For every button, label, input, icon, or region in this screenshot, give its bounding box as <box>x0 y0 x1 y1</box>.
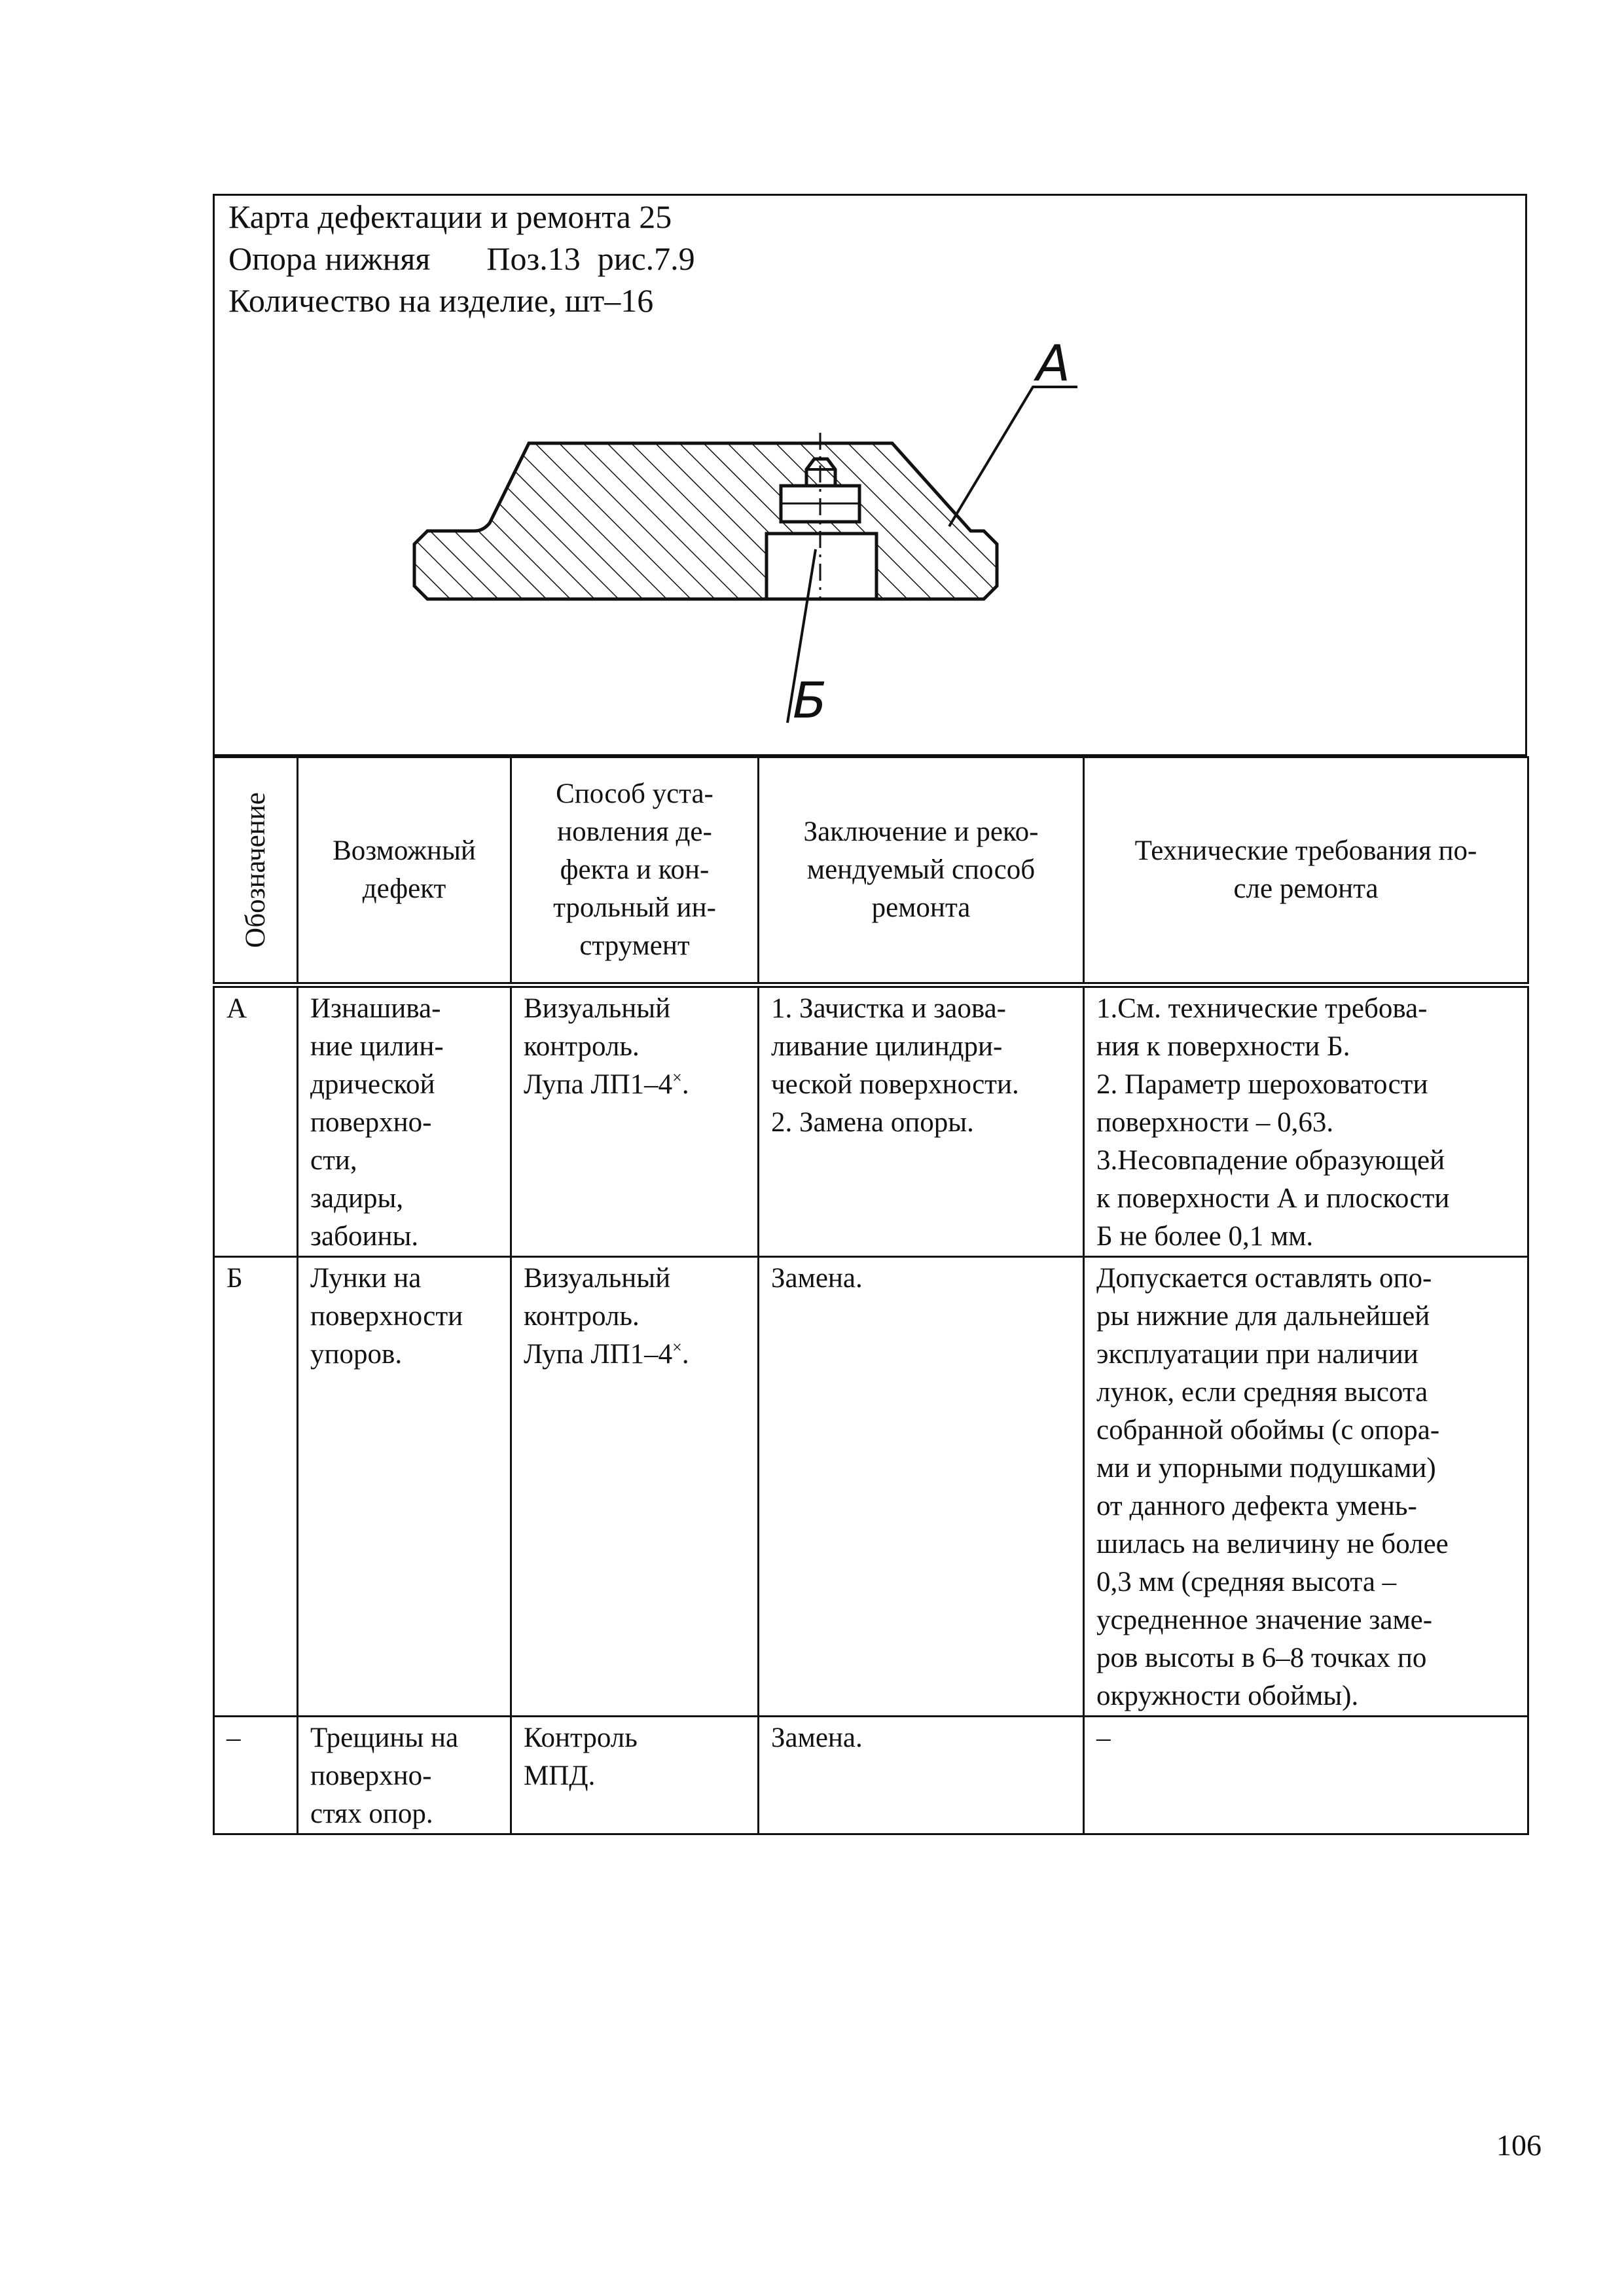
cell-line: 3.Несовпадение образующей <box>1096 1145 1445 1176</box>
label-b: Б <box>793 671 827 729</box>
magnifier-tail: . <box>681 1069 689 1100</box>
cell-line: Замена. <box>771 1722 863 1753</box>
cell-line: поверхно- <box>310 1107 432 1138</box>
header-defect <box>298 757 511 985</box>
figure-ref: рис.7.9 <box>597 240 695 277</box>
cell-requirements <box>1084 1717 1528 1834</box>
part-section-drawing <box>215 196 1529 758</box>
header-requirements <box>1084 757 1528 985</box>
cell-line: МПД. <box>524 1760 596 1791</box>
magnifier-sup: × <box>672 1338 682 1357</box>
table-row <box>214 1257 1528 1717</box>
header-designation <box>214 757 298 985</box>
magnifier-text: Лупа ЛП1–4 <box>524 1069 673 1100</box>
header-method-line: новления де- <box>557 816 712 847</box>
cell-line: поверхности – 0,63. <box>1096 1107 1334 1138</box>
cell-line: дрической <box>310 1069 435 1100</box>
cell-method <box>511 1257 759 1717</box>
cell-line: поверхно- <box>310 1760 432 1791</box>
cell-line: ческой поверхности. <box>771 1069 1019 1100</box>
header-method-line: Способ уста- <box>556 778 713 809</box>
table-row <box>214 985 1528 1257</box>
magnifier-text: Лупа ЛП1–4 <box>524 1339 673 1370</box>
cell-conclusion <box>759 1257 1084 1717</box>
cell-method <box>511 985 759 1257</box>
defects-table <box>213 756 1529 1835</box>
cell-line: задиры, <box>310 1183 404 1214</box>
cell-requirements <box>1084 1257 1528 1717</box>
cell-line: шилась на величину не более <box>1096 1529 1449 1559</box>
card-header <box>213 194 1527 756</box>
cell-defect <box>298 985 511 1257</box>
cell-conclusion <box>759 1717 1084 1834</box>
part-body-section <box>414 443 997 599</box>
cell-method <box>511 1717 759 1834</box>
cell-line: 1.См. технические требова- <box>1096 993 1428 1024</box>
magnifier-sup: × <box>672 1068 682 1087</box>
cell-requirements <box>1084 985 1528 1257</box>
cell-line: упоров. <box>310 1339 403 1370</box>
table-header-row <box>214 757 1528 985</box>
cell-line: ров высоты в 6–8 точках по <box>1096 1643 1427 1673</box>
part-position: Поз.13 <box>486 240 581 277</box>
cell-line <box>524 1066 746 1104</box>
cell-line: 2. Параметр шероховатости <box>1096 1069 1428 1100</box>
cell-line: ние цилин- <box>310 1031 444 1062</box>
cell-line: 1. Зачистка и заова- <box>771 993 1006 1024</box>
cell-line: 2. Замена опоры. <box>771 1107 974 1138</box>
magnifier-tail: . <box>681 1339 689 1370</box>
cell-line: эксплуатации при наличии <box>1096 1339 1418 1370</box>
header-conclusion <box>759 757 1084 985</box>
cell-line: Визуальный <box>524 993 671 1024</box>
header-designation-text: Обозначение <box>240 792 271 948</box>
cell-line: Допускается оставлять опо- <box>1096 1263 1432 1294</box>
cell-line: сти, <box>310 1145 357 1176</box>
header-conclusion-line: мендуемый способ <box>806 854 1036 885</box>
card-title: Карта дефектации и ремонта 25 <box>228 198 672 235</box>
cell-line: от данного дефекта умень- <box>1096 1491 1417 1522</box>
header-requirements-line: Технические требования по- <box>1134 835 1477 866</box>
card-quantity: Количество на изделие, шт–16 <box>228 282 654 319</box>
header-method-line: струмент <box>579 930 690 961</box>
cell-line: Трещины на <box>310 1722 459 1753</box>
cell-line: лунок, если средняя высота <box>1096 1377 1428 1408</box>
cell-line: Контроль <box>524 1722 638 1753</box>
cell-line: контроль. <box>524 1031 640 1062</box>
cell-line: контроль. <box>524 1301 640 1332</box>
page-number: 106 <box>1496 2128 1542 2162</box>
cell-line: ливание цилиндри- <box>771 1031 1003 1062</box>
cell-line: ры нижние для дальнейшей <box>1096 1301 1430 1332</box>
cell-line: собранной обоймы (с опора- <box>1096 1415 1440 1446</box>
cell-designation: – <box>214 1717 298 1834</box>
cell-line: забоины. <box>310 1221 419 1252</box>
cell-line: поверхности <box>310 1301 463 1332</box>
cell-line: стях опор. <box>310 1798 433 1829</box>
cell-designation: Б <box>214 1257 298 1717</box>
header-method-line: трольный ин- <box>553 892 716 923</box>
table-row <box>214 1717 1528 1834</box>
cell-designation: А <box>214 985 298 1257</box>
cell-line: усредненное значение заме- <box>1096 1605 1433 1635</box>
cell-line: 0,3 мм (средняя высота – <box>1096 1567 1397 1597</box>
header-method <box>511 757 759 985</box>
header-defect-line: Возможный <box>333 835 476 866</box>
cell-line: Изнашива- <box>310 993 441 1024</box>
cell-line: – <box>1096 1722 1111 1753</box>
cell-defect <box>298 1257 511 1717</box>
cell-line <box>524 1336 746 1374</box>
label-a: А <box>1036 334 1070 392</box>
header-requirements-line: сле ремонта <box>1233 873 1379 904</box>
cell-line: ми и упорными подушками) <box>1096 1453 1436 1484</box>
cell-line: окружности обоймы). <box>1096 1681 1359 1711</box>
leader-a <box>949 387 1077 526</box>
cell-line: Лунки на <box>310 1263 422 1294</box>
cell-line: Б не более 0,1 мм. <box>1096 1221 1314 1252</box>
cell-line: к поверхности А и плоскости <box>1096 1183 1450 1214</box>
header-defect-line: дефект <box>362 873 446 904</box>
cell-conclusion <box>759 985 1084 1257</box>
cell-defect <box>298 1717 511 1834</box>
header-conclusion-line: ремонта <box>871 892 971 923</box>
cell-line: Визуальный <box>524 1263 671 1294</box>
header-method-line: фекта и кон- <box>560 854 710 885</box>
part-name: Опора нижняя <box>228 240 431 277</box>
cell-line: ния к поверхности Б. <box>1096 1031 1350 1062</box>
cell-line: Замена. <box>771 1263 863 1294</box>
header-conclusion-line: Заключение и реко- <box>803 816 1039 847</box>
